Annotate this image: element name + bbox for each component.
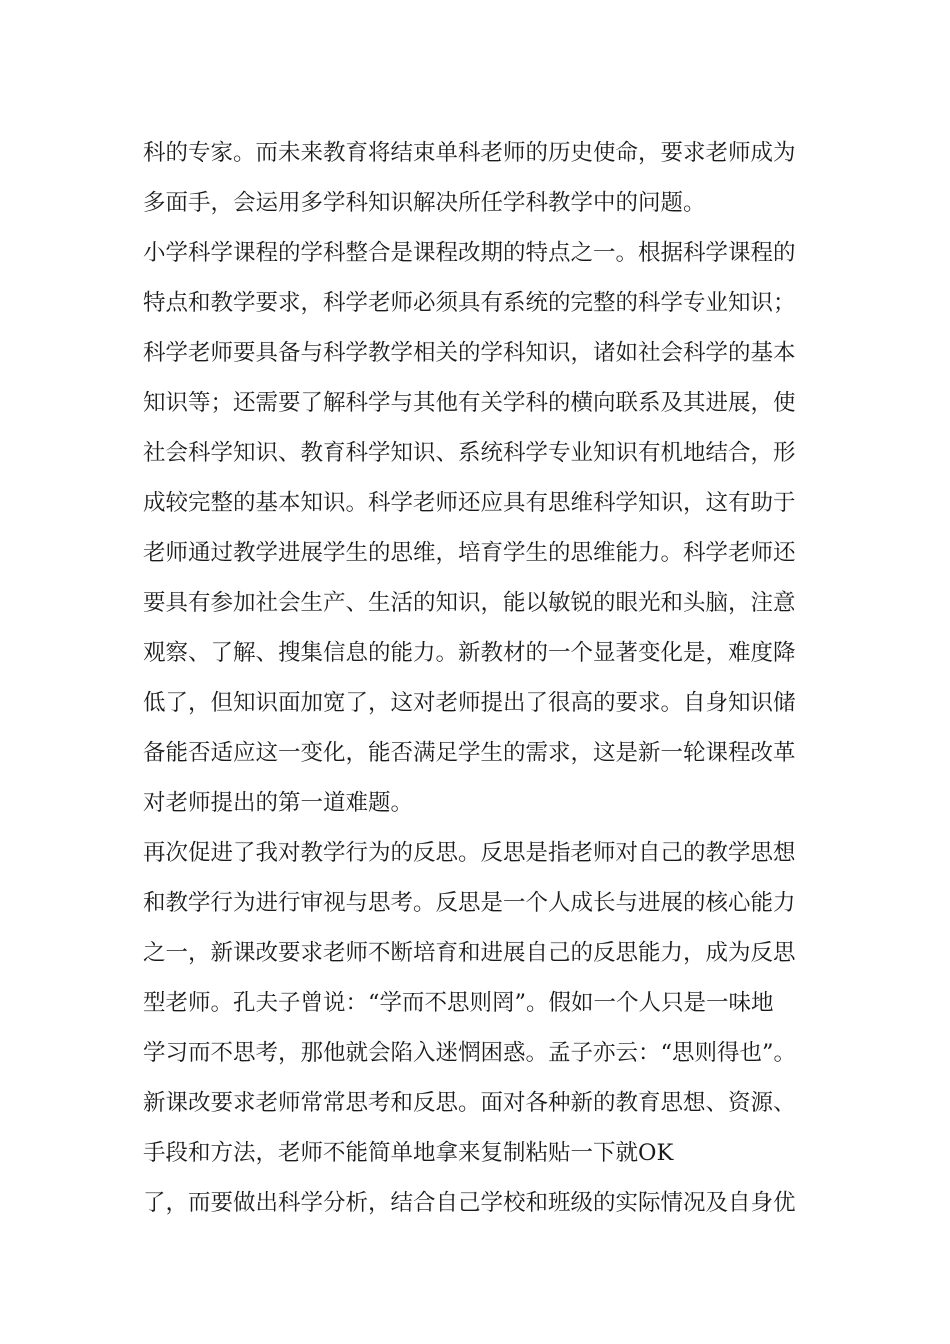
text-line: 了，而要做出科学分析，结合自己学校和班级的实际情况及自身优 [143, 1190, 796, 1216]
text-line: 知识等；还需要了解科学与其他有关学科的横向联系及其进展，使 [143, 390, 796, 416]
text-line: 型老师。孔夫子曾说：“学而不思则罔”。假如一个人只是一味地 [143, 990, 774, 1016]
text-line: 新课改要求老师常常思考和反思。面对各种新的教育思想、资源、 [143, 1090, 796, 1116]
text-line: 要具有参加社会生产、生活的知识，能以敏锐的眼光和头脑，注意 [143, 590, 796, 616]
text-line: 手段和方法，老师不能简单地拿来复制粘贴一下就OK [143, 1140, 674, 1166]
text-line: 多面手，会运用多学科知识解决所任学科教学中的问题。 [143, 190, 706, 216]
text-line: 特点和教学要求，科学老师必须具有系统的完整的科学专业知识； [143, 290, 796, 316]
text-line: 小学科学课程的学科整合是课程改期的特点之一。根据科学课程的 [143, 240, 796, 266]
text-line: 科学老师要具备与科学教学相关的学科知识，诸如社会科学的基本 [143, 340, 796, 366]
text-line: 备能否适应这一变化，能否满足学生的需求，这是新一轮课程改革 [143, 740, 796, 766]
text-line: 和教学行为进行审视与思考。反思是一个人成长与进展的核心能力 [143, 890, 796, 916]
text-line: 老师通过教学进展学生的思维，培育学生的思维能力。科学老师还 [143, 540, 796, 566]
text-line: 社会科学知识、教育科学知识、系统科学专业知识有机地结合，形 [143, 440, 796, 466]
text-line: 观察、了解、搜集信息的能力。新教材的一个显著变化是，难度降 [143, 640, 796, 666]
text-line: 学习而不思考，那他就会陷入迷惘困惑。孟子亦云：“思则得也”。 [143, 1040, 797, 1066]
text-line: 低了，但知识面加宽了，这对老师提出了很高的要求。自身知识储 [143, 690, 796, 716]
text-line: 之一，新课改要求老师不断培育和进展自己的反思能力，成为反思 [143, 940, 796, 966]
text-line: 再次促进了我对教学行为的反思。反思是指老师对自己的教学思想 [143, 840, 796, 866]
document-body [143, 128, 823, 1228]
text-line: 成较完整的基本知识。科学老师还应具有思维科学知识，这有助于 [143, 490, 796, 516]
text-line: 科的专家。而未来教育将结束单科老师的历史使命，要求老师成为 [143, 140, 796, 166]
text-line: 对老师提出的第一道难题。 [143, 790, 414, 816]
